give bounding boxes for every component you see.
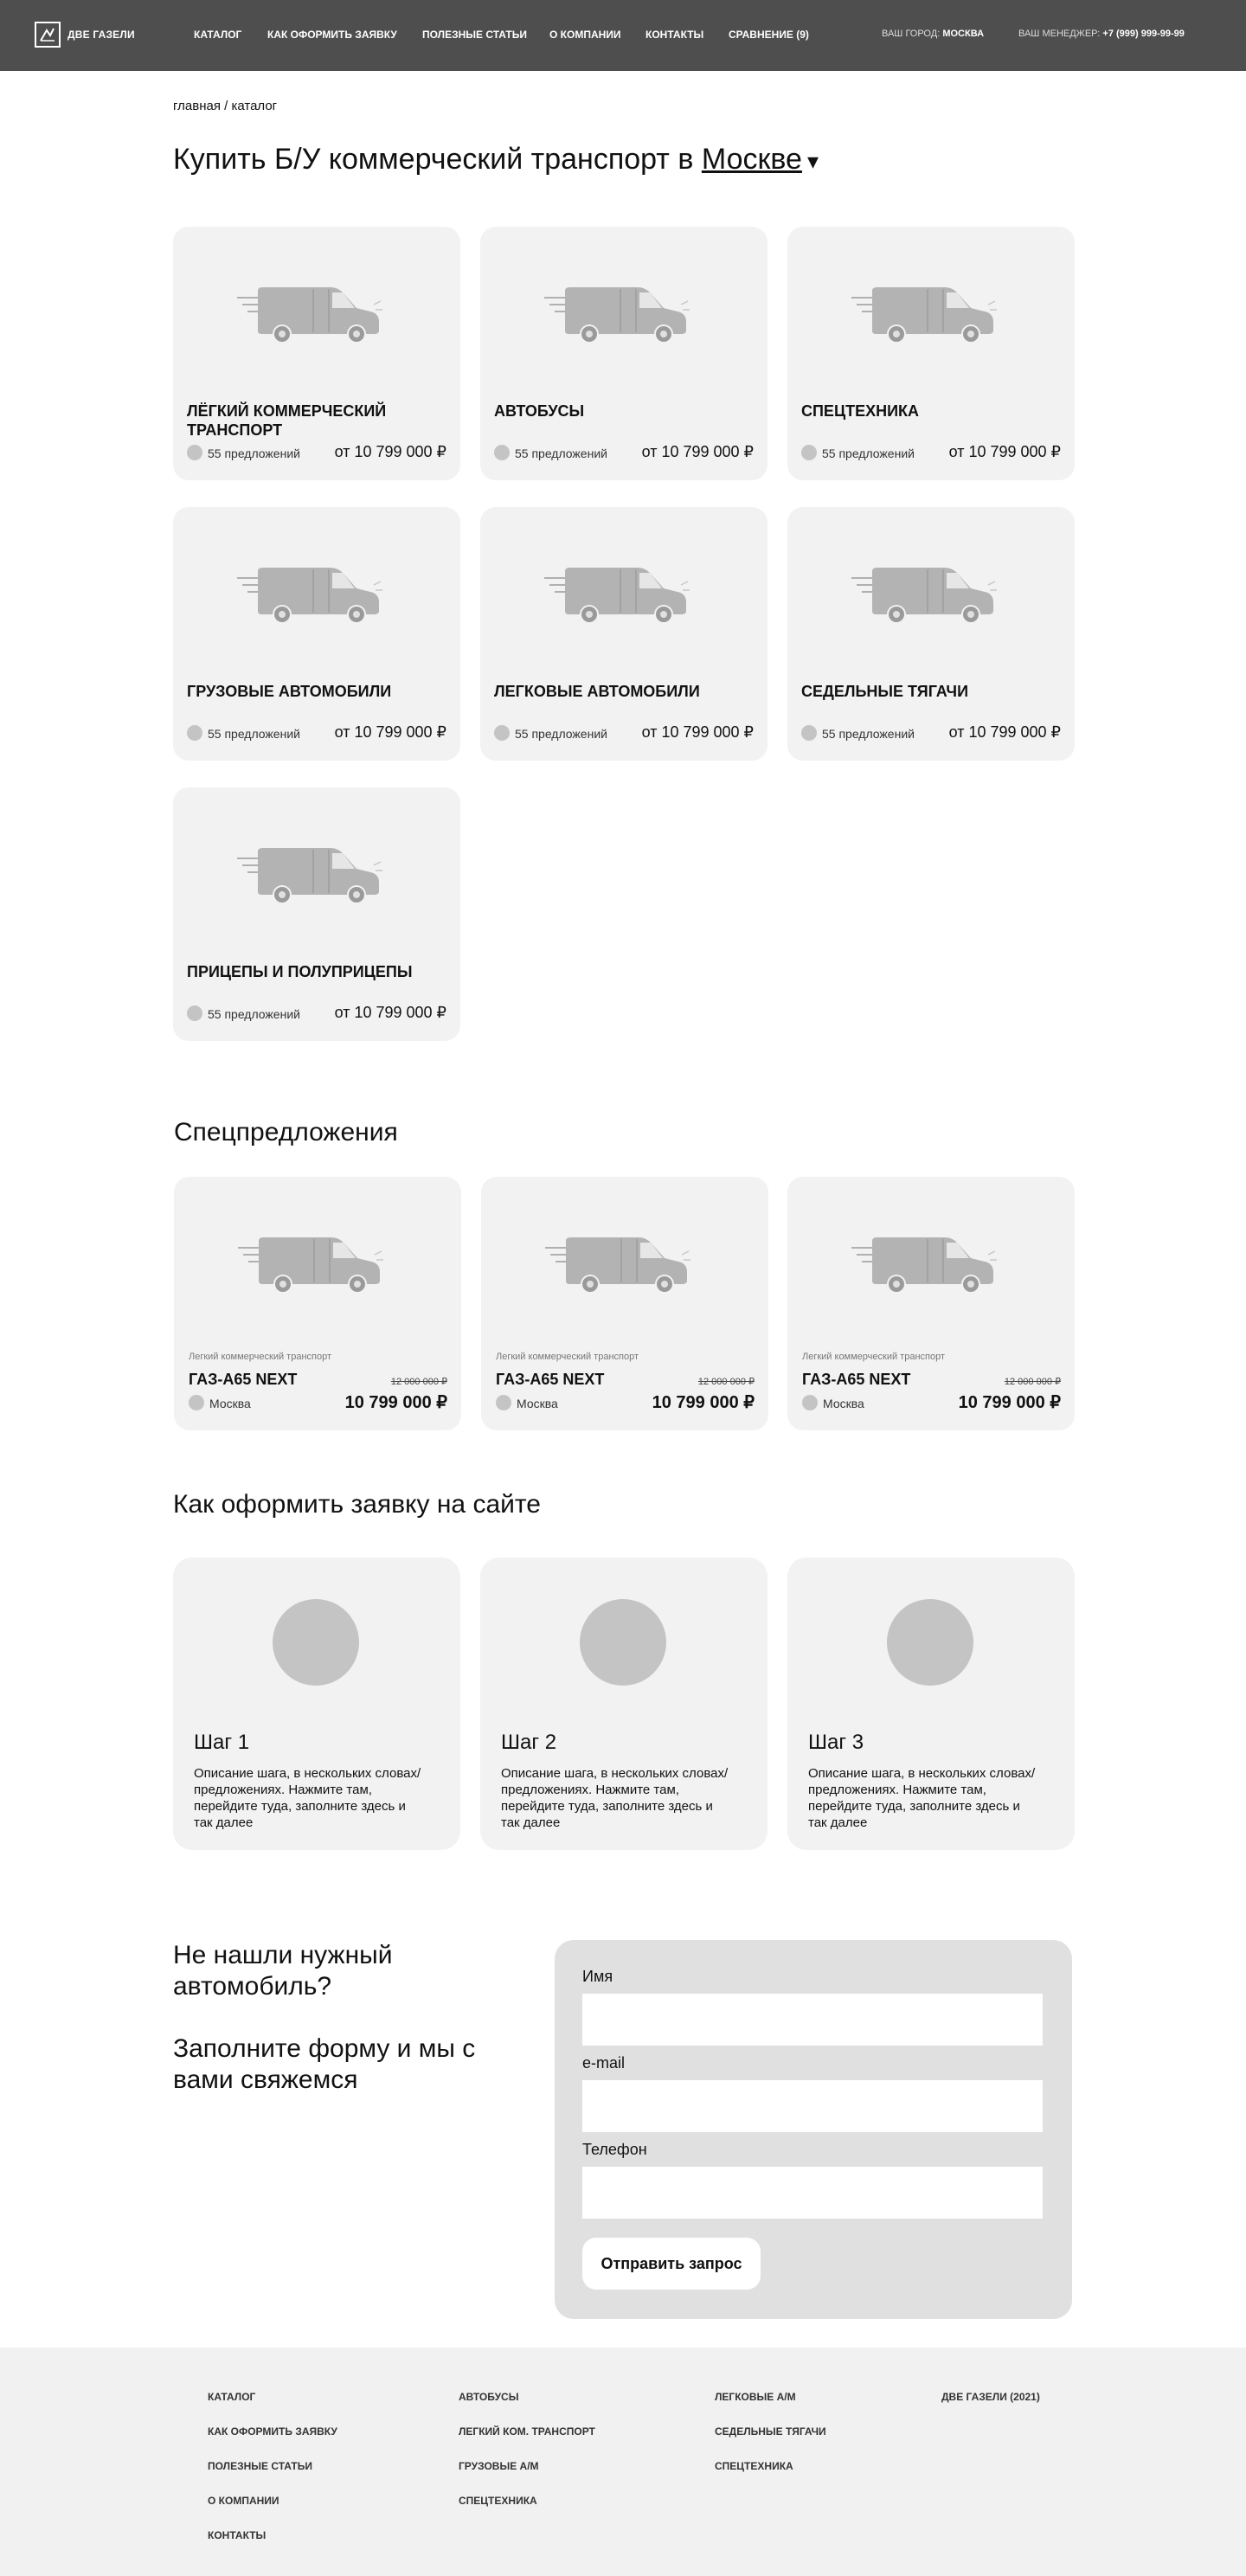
category-title: ЛЕГКОВЫЕ АВТОМОБИЛИ xyxy=(494,683,700,700)
nav-how-to-order[interactable]: КАК ОФОРМИТЬ ЗАЯВКУ xyxy=(267,29,397,41)
title-city-link[interactable]: Москве xyxy=(701,143,802,176)
nav-about[interactable]: О КОМПАНИИ xyxy=(549,29,621,41)
offers-count: 55 предложений xyxy=(208,1007,300,1021)
nav-articles[interactable]: ПОЛЕЗНЫЕ СТАТЬИ xyxy=(422,29,527,41)
nav-compare[interactable]: СРАВНЕНИЕ (9) xyxy=(729,29,809,41)
site-footer xyxy=(0,2348,1246,2576)
location-dot-icon xyxy=(802,1395,818,1410)
footer-link-about[interactable]: О КОМПАНИИ xyxy=(208,2495,279,2507)
logo-text: ДВЕ ГАЗЕЛИ xyxy=(67,29,135,41)
name-label: Имя xyxy=(582,1968,613,1985)
footer-link-special-machinery-2[interactable]: СПЕЦТЕХНИКА xyxy=(715,2460,793,2472)
category-card[interactable] xyxy=(480,507,768,761)
category-card[interactable] xyxy=(480,227,768,480)
site-header xyxy=(0,0,1246,71)
footer-col-copyright xyxy=(941,2391,1040,2425)
special-offer-card[interactable] xyxy=(481,1177,768,1430)
footer-col-categories-1 xyxy=(459,2391,595,2529)
footer-col-main xyxy=(208,2391,337,2564)
request-form xyxy=(555,1940,1072,2319)
offers-dot-icon xyxy=(494,445,510,460)
category-price: от 10 799 000 ₽ xyxy=(948,443,1061,460)
page-title-prefix: Купить Б/У коммерческий транспорт в xyxy=(173,143,694,176)
footer-link-articles[interactable]: ПОЛЕЗНЫЕ СТАТЬИ xyxy=(208,2460,312,2472)
special-location: Москва xyxy=(823,1397,864,1410)
specials-title: Спецпредложения xyxy=(174,1118,398,1147)
step-title: Шаг 1 xyxy=(194,1731,250,1754)
footer-link-how-to-order[interactable]: КАК ОФОРМИТЬ ЗАЯВКУ xyxy=(208,2425,337,2438)
category-card[interactable] xyxy=(787,227,1075,480)
caret-down-icon[interactable]: ▾ xyxy=(806,148,819,174)
category-title: ГРУЗОВЫЕ АВТОМОБИЛИ xyxy=(187,683,392,700)
van-icon xyxy=(850,286,997,346)
contact-cta xyxy=(173,1940,536,2127)
cta-line-2: Заполните форму и мы с вами свяжемся xyxy=(173,2034,476,2094)
van-icon xyxy=(850,566,997,626)
footer-link-buses[interactable]: АВТОБУСЫ xyxy=(459,2391,519,2403)
step-image-placeholder xyxy=(580,1599,666,1686)
location-dot-icon xyxy=(496,1395,511,1410)
van-icon xyxy=(543,286,690,346)
van-icon xyxy=(543,1236,690,1296)
phone-field[interactable] xyxy=(582,2167,1043,2219)
step-description: Описание шага, в нескольких словах/предложениях. Нажмите там, перейдите туда, заполните здесь и так далее xyxy=(808,1766,1036,1830)
logo-icon xyxy=(35,22,61,48)
special-offer-card[interactable] xyxy=(787,1177,1075,1430)
manager-contact[interactable] xyxy=(1018,29,1185,39)
city-value: МОСКВА xyxy=(942,29,985,39)
van-icon xyxy=(850,1236,997,1296)
offers-dot-icon xyxy=(187,1005,202,1021)
nav-catalog[interactable]: КАТАЛОГ xyxy=(194,29,242,41)
special-model: ГАЗ-А65 NEXT xyxy=(496,1371,605,1388)
offers-dot-icon xyxy=(187,445,202,460)
special-category: Легкий коммерческий транспорт xyxy=(496,1352,639,1362)
name-field[interactable] xyxy=(582,1994,1043,2046)
van-icon xyxy=(235,286,382,346)
cta-line-1: Не нашли нужный автомобиль? xyxy=(173,1941,393,2001)
step-image-placeholder xyxy=(273,1599,359,1686)
category-title: СПЕЦТЕХНИКА xyxy=(801,402,920,420)
footer-link-catalog[interactable]: КАТАЛОГ xyxy=(208,2391,256,2403)
footer-copyright: ДВЕ ГАЗЕЛИ (2021) xyxy=(941,2391,1040,2403)
category-card[interactable] xyxy=(787,507,1075,761)
offers-count: 55 предложений xyxy=(822,727,915,741)
manager-label: ВАШ МЕНЕДЖЕР: xyxy=(1018,29,1101,39)
footer-link-tractors[interactable]: СЕДЕЛЬНЫЕ ТЯГАЧИ xyxy=(715,2425,826,2438)
offers-count: 55 предложений xyxy=(515,446,607,460)
footer-link-light-commercial[interactable]: ЛЕГКИЙ КОМ. ТРАНСПОРТ xyxy=(459,2425,595,2438)
phone-label: Телефон xyxy=(582,2141,647,2158)
special-location: Москва xyxy=(517,1397,558,1410)
footer-col-categories-2 xyxy=(715,2391,826,2495)
offers-count: 55 предложений xyxy=(515,727,607,741)
category-title: АВТОБУСЫ xyxy=(494,402,585,420)
category-card[interactable] xyxy=(173,787,460,1041)
footer-link-cars[interactable]: ЛЕГКОВЫЕ А/М xyxy=(715,2391,796,2403)
offers-count: 55 предложений xyxy=(208,446,300,460)
special-old-price: 12 000 000 ₽ xyxy=(390,1377,447,1387)
category-price: от 10 799 000 ₽ xyxy=(641,443,754,460)
offers-dot-icon xyxy=(494,725,510,741)
step-title: Шаг 2 xyxy=(501,1731,557,1754)
email-field[interactable] xyxy=(582,2080,1043,2132)
special-offer-card[interactable] xyxy=(174,1177,461,1430)
location-dot-icon xyxy=(189,1395,204,1410)
footer-link-trucks[interactable]: ГРУЗОВЫЕ А/М xyxy=(459,2460,539,2472)
logo[interactable] xyxy=(35,22,135,48)
special-old-price: 12 000 000 ₽ xyxy=(697,1377,755,1387)
special-model: ГАЗ-А65 NEXT xyxy=(189,1371,298,1388)
category-card[interactable] xyxy=(173,227,460,480)
step-card xyxy=(480,1558,768,1850)
step-title: Шаг 3 xyxy=(808,1731,864,1754)
city-label: ВАШ ГОРОД: xyxy=(882,29,941,39)
special-location: Москва xyxy=(209,1397,251,1410)
submit-request-button[interactable]: Отправить запрос xyxy=(582,2238,761,2290)
van-icon xyxy=(236,1236,383,1296)
page-title xyxy=(173,143,819,177)
special-category: Легкий коммерческий транспорт xyxy=(189,1352,332,1362)
offers-dot-icon xyxy=(187,725,202,741)
category-title: ПРИЦЕПЫ И ПОЛУПРИЦЕПЫ xyxy=(187,963,413,980)
category-price: от 10 799 000 ₽ xyxy=(641,723,754,741)
offers-count: 55 предложений xyxy=(822,446,915,460)
step-card xyxy=(173,1558,460,1850)
category-price: от 10 799 000 ₽ xyxy=(948,723,1061,741)
category-title: СЕДЕЛЬНЫЕ ТЯГАЧИ xyxy=(801,683,969,700)
special-category: Легкий коммерческий транспорт xyxy=(802,1352,946,1362)
steps-title: Как оформить заявку на сайте xyxy=(173,1490,541,1519)
email-label: e-mail xyxy=(582,2054,626,2072)
special-model: ГАЗ-А65 NEXT xyxy=(802,1371,911,1388)
special-price: 10 799 000 ₽ xyxy=(958,1393,1061,1412)
footer-link-contacts[interactable]: КОНТАКТЫ xyxy=(208,2529,267,2541)
category-price: от 10 799 000 ₽ xyxy=(334,723,446,741)
step-description: Описание шага, в нескольких словах/предложениях. Нажмите там, перейдите туда, заполните здесь и так далее xyxy=(194,1766,421,1830)
van-icon xyxy=(543,566,690,626)
special-price: 10 799 000 ₽ xyxy=(652,1393,755,1412)
van-icon xyxy=(235,846,382,907)
offers-count: 55 предложений xyxy=(208,727,300,741)
category-price: от 10 799 000 ₽ xyxy=(334,443,446,460)
step-description: Описание шага, в нескольких словах/предложениях. Нажмите там, перейдите туда, заполните здесь и так далее xyxy=(501,1766,729,1830)
manager-phone: +7 (999) 999-99-99 xyxy=(1102,29,1185,39)
nav-contacts[interactable]: КОНТАКТЫ xyxy=(645,29,704,41)
special-price: 10 799 000 ₽ xyxy=(344,1393,447,1412)
category-card[interactable] xyxy=(173,507,460,761)
category-title: ЛЁГКИЙ КОММЕРЧЕСКИЙ ТРАНСПОРТ xyxy=(187,402,387,439)
van-icon xyxy=(235,566,382,626)
city-selector[interactable] xyxy=(882,29,984,39)
offers-dot-icon xyxy=(801,445,817,460)
step-image-placeholder xyxy=(887,1599,973,1686)
special-old-price: 12 000 000 ₽ xyxy=(1004,1377,1061,1387)
offers-dot-icon xyxy=(801,725,817,741)
category-price: от 10 799 000 ₽ xyxy=(334,1004,446,1021)
footer-link-special-machinery[interactable]: СПЕЦТЕХНИКА xyxy=(459,2495,537,2507)
step-card xyxy=(787,1558,1075,1850)
breadcrumb[interactable]: главная / каталог xyxy=(173,99,278,113)
